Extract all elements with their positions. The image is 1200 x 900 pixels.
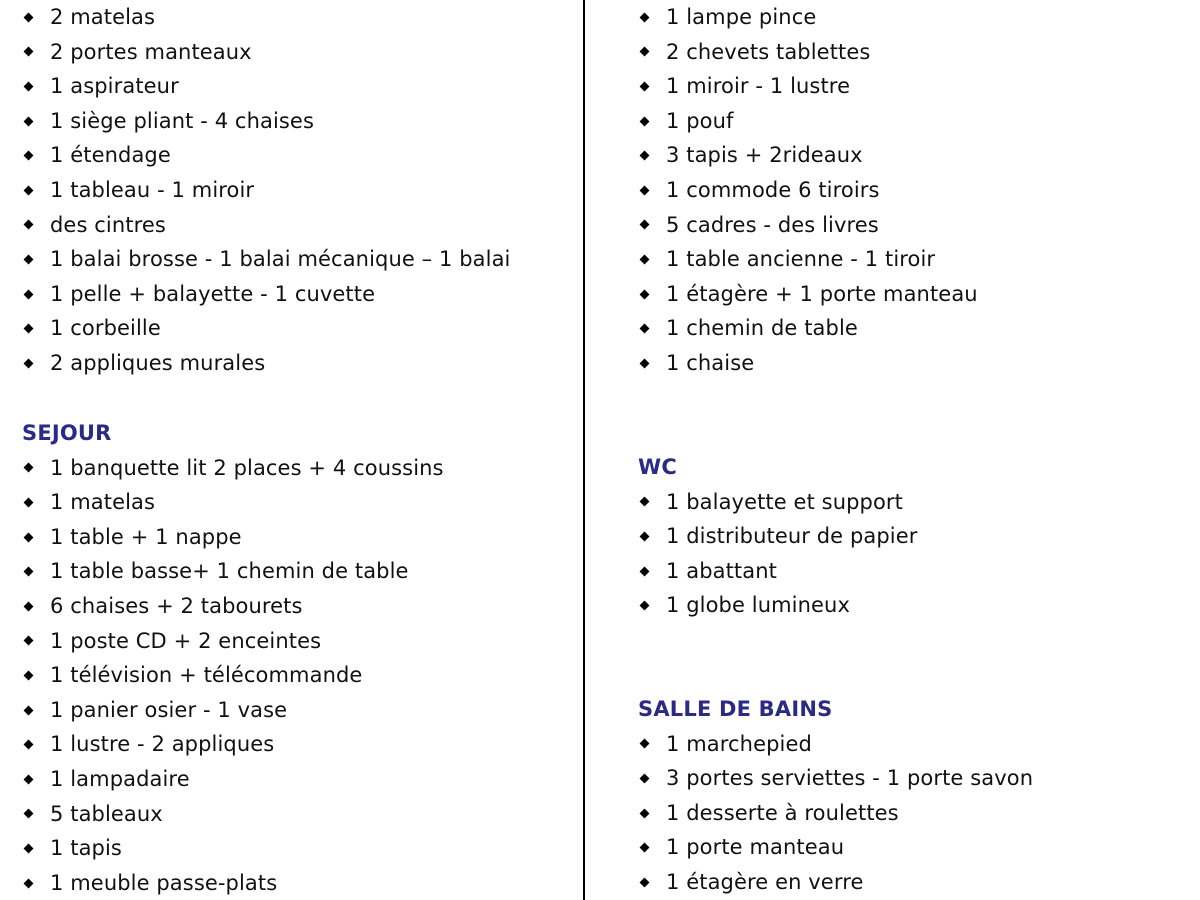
diamond-bullet-icon (640, 82, 650, 92)
diamond-bullet-icon (24, 151, 34, 161)
diamond-bullet-icon (24, 12, 34, 22)
item-list (22, 451, 444, 900)
diamond-bullet-icon (640, 185, 650, 195)
left-column (22, 0, 582, 900)
diamond-bullet-icon (24, 878, 34, 888)
list-item: 1 chemin de table (638, 311, 978, 346)
list-item: 3 portes serviettes - 1 porte savon (638, 761, 1033, 796)
diamond-bullet-icon (640, 116, 650, 126)
list-item: 1 commode 6 tiroirs (638, 173, 978, 208)
diamond-bullet-icon (24, 116, 34, 126)
section-salle-de-bains (638, 692, 1033, 900)
diamond-bullet-icon (640, 808, 650, 818)
diamond-bullet-icon (640, 877, 650, 887)
diamond-bullet-icon (24, 671, 34, 681)
list-item: 1 lustre - 2 appliques (22, 727, 444, 762)
diamond-bullet-icon (24, 358, 34, 368)
list-item: 1 siège pliant - 4 chaises (22, 104, 511, 139)
list-item: 1 tapis (22, 831, 444, 866)
diamond-bullet-icon (24, 636, 34, 646)
list-item: 1 miroir - 1 lustre (638, 69, 978, 104)
diamond-bullet-icon (24, 289, 34, 299)
diamond-bullet-icon (640, 497, 650, 507)
list-item: 1 matelas (22, 485, 444, 520)
diamond-bullet-icon (24, 47, 34, 57)
list-item: 1 étagère + 1 porte manteau (638, 277, 978, 312)
diamond-bullet-icon (24, 498, 34, 508)
list-item: 1 banquette lit 2 places + 4 coussins (22, 451, 444, 486)
diamond-bullet-icon (24, 463, 34, 473)
list-item: 1 distributeur de papier (638, 519, 918, 554)
section-sejour (22, 416, 444, 900)
list-item: 1 table + 1 nappe (22, 520, 444, 555)
item-list (638, 0, 978, 381)
diamond-bullet-icon (640, 324, 650, 334)
list-item: 1 balayette et support (638, 485, 918, 520)
diamond-bullet-icon (640, 566, 650, 576)
diamond-bullet-icon (640, 12, 650, 22)
list-item: 1 balai brosse - 1 balai mécanique – 1 balai (22, 242, 511, 277)
column-divider (583, 0, 585, 900)
list-item: 1 globe lumineux (638, 588, 918, 623)
list-item: 5 cadres - des livres (638, 208, 978, 243)
list-item: 6 chaises + 2 tabourets (22, 589, 444, 624)
list-item: 1 étagère en verre (638, 865, 1033, 900)
section-heading-wc: WC (638, 455, 677, 479)
section-continued-right (638, 0, 978, 381)
diamond-bullet-icon (640, 774, 650, 784)
diamond-bullet-icon (640, 220, 650, 230)
item-list (638, 727, 1033, 900)
list-item: 1 marchepied (638, 727, 1033, 762)
diamond-bullet-icon (24, 809, 34, 819)
list-item: 1 corbeille (22, 311, 511, 346)
diamond-bullet-icon (640, 843, 650, 853)
diamond-bullet-icon (24, 567, 34, 577)
diamond-bullet-icon (24, 705, 34, 715)
list-item: 1 abattant (638, 554, 918, 589)
section-heading-salle-de-bains: SALLE DE BAINS (638, 697, 833, 721)
list-item: 1 étendage (22, 138, 511, 173)
list-item: des cintres (22, 208, 511, 243)
list-item: 1 desserte à roulettes (638, 796, 1033, 831)
diamond-bullet-icon (24, 255, 34, 265)
diamond-bullet-icon (24, 843, 34, 853)
diamond-bullet-icon (640, 532, 650, 542)
diamond-bullet-icon (640, 47, 650, 57)
diamond-bullet-icon (24, 774, 34, 784)
diamond-bullet-icon (640, 739, 650, 749)
list-item: 2 portes manteaux (22, 35, 511, 70)
list-item: 1 tableau - 1 miroir (22, 173, 511, 208)
diamond-bullet-icon (640, 255, 650, 265)
diamond-bullet-icon (640, 601, 650, 611)
list-item: 2 matelas (22, 0, 511, 35)
list-item: 1 poste CD + 2 enceintes (22, 624, 444, 659)
diamond-bullet-icon (24, 185, 34, 195)
list-item: 1 table basse+ 1 chemin de table (22, 554, 444, 589)
list-item: 5 tableaux (22, 797, 444, 832)
diamond-bullet-icon (640, 358, 650, 368)
section-heading-sejour: SEJOUR (22, 421, 112, 445)
list-item: 1 télévision + télécommande (22, 658, 444, 693)
diamond-bullet-icon (24, 532, 34, 542)
list-item: 1 lampadaire (22, 762, 444, 797)
diamond-bullet-icon (24, 82, 34, 92)
diamond-bullet-icon (640, 151, 650, 161)
list-item: 1 meuble passe-plats (22, 866, 444, 900)
list-item: 2 chevets tablettes (638, 35, 978, 70)
list-item: 2 appliques murales (22, 346, 511, 381)
list-item: 1 aspirateur (22, 69, 511, 104)
diamond-bullet-icon (640, 289, 650, 299)
diamond-bullet-icon (24, 324, 34, 334)
list-item: 1 panier osier - 1 vase (22, 693, 444, 728)
diamond-bullet-icon (24, 740, 34, 750)
list-item: 1 lampe pince (638, 0, 978, 35)
diamond-bullet-icon (24, 220, 34, 230)
list-item: 1 table ancienne - 1 tiroir (638, 242, 978, 277)
list-item: 1 chaise (638, 346, 978, 381)
right-column (638, 0, 1198, 900)
list-item: 1 porte manteau (638, 830, 1033, 865)
list-item: 1 pelle + balayette - 1 cuvette (22, 277, 511, 312)
section-continued-left (22, 0, 511, 381)
list-item: 1 pouf (638, 104, 978, 139)
item-list (638, 485, 918, 623)
section-wc (638, 450, 918, 623)
diamond-bullet-icon (24, 601, 34, 611)
list-item: 3 tapis + 2rideaux (638, 138, 978, 173)
item-list (22, 0, 511, 381)
